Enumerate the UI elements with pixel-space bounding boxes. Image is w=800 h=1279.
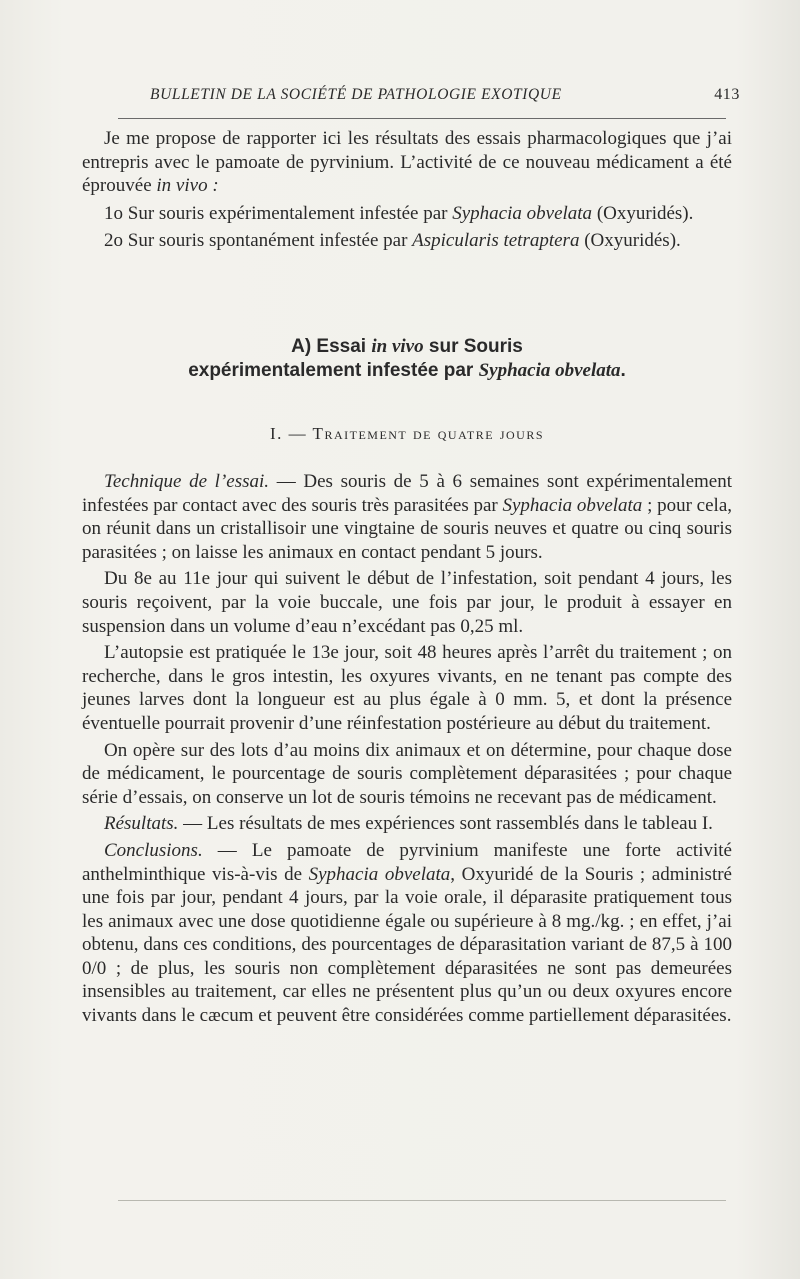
page-number: 413 [714,86,740,103]
header-rule [118,118,726,119]
intro-item-2: 2o Sur souris spontanément infestée par Aspicularis tetraptera (Oxyuridés). [104,230,681,252]
technique-paragraph-2: Du 8e au 11e jour qui suivent le début de l’infestation, soit pendant 4 jours, les souris reçoivent, par la voie buccale, une fois par jour, le produit à essayer en suspension dans un volume d’eau n’excédant pas 0,25 ml. [82,568,732,637]
conclusions-paragraph: Conclusions. — Le pamoate de pyrvinium manifeste une forte activité anthelminthique vis-à-vis de Syphacia obvelata, Oxyuridé de la Souris ; administré une fois par jour, pendant 4 jours, par la voie orale, il déparasite pratiquement tous les animaux avec une dose quotidienne égale ou supérieure à 8 mg./kg. ; en effet, j’ai obtenu, dans ces conditions, des pourcentages de déparasitation variant de 87,5 à 100 0/0 ; de plus, les souris non complètement déparasitées ne sont pas demeurées insensibles au traitement, car elles ne présentent plus qu’un ou deux oxyures encore vivants dans le cæcum et peuvent être considérées comme partiellement déparasitées. [82,839,732,1027]
results-paragraph: Résultats. — Les résultats de mes expériences sont rassemblés dans le tableau I. [104,813,713,835]
technique-paragraph: Technique de l’essai. — Des souris de 5 à 6 semaines sont expérimentalement infestées par contact avec des souris très parasitées par Syphacia obvelata ; pour cela, on réunit dans un cristallisoir une vingtaine de souris neuves et quatre ou cinq souris parasitées ; on laisse les animaux en contact pendant 5 jours. [82,471,733,563]
technique-paragraph-3: L’autopsie est pratiquée le 13e jour, soit 48 heures après l’arrêt du traitement ; on recherche, dans le gros intestin, les oxyures vivants, en ne tenant pas compte des jeunes larves dont la longueur est au plus égale à 0 mm. 5, et dont la présence éventuelle pourrait provenir d’une réinfestation postérieure au début du traitement. [82,642,732,734]
bottom-rule [118,1200,726,1201]
main-text [82,470,732,1028]
intro-paragraph: Je me propose de rapporter ici les résultats des essais pharmacologiques que j’ai entrepris avec le pamoate de pyrvinium. L’activité de ce nouveau médicament a été éprouvée in vivo : [82,128,732,197]
technique-paragraph-4: On opère sur des lots d’au moins dix animaux et on détermine, pour chaque dose de médicament, le pourcentage de souris complètement déparasitées ; pour chaque série d’essais, on conserve un lot de souris témoins ne recevant pas de médicament. [82,739,732,808]
subsection-heading: I. — Traitement de quatre jours [269,424,545,443]
journal-title: BULLETIN DE LA SOCIÉTÉ DE PATHOLOGIE EXOTIQUE [150,86,562,103]
running-header [150,86,740,110]
intro-section [82,127,732,253]
intro-item-1: 1o Sur souris expérimentalement infestée par Syphacia obvelata (Oxyuridés). [104,202,694,224]
section-heading-a: A) Essai in vivo sur Souris expérimentalement infestée par Syphacia obvelata. [188,336,626,381]
